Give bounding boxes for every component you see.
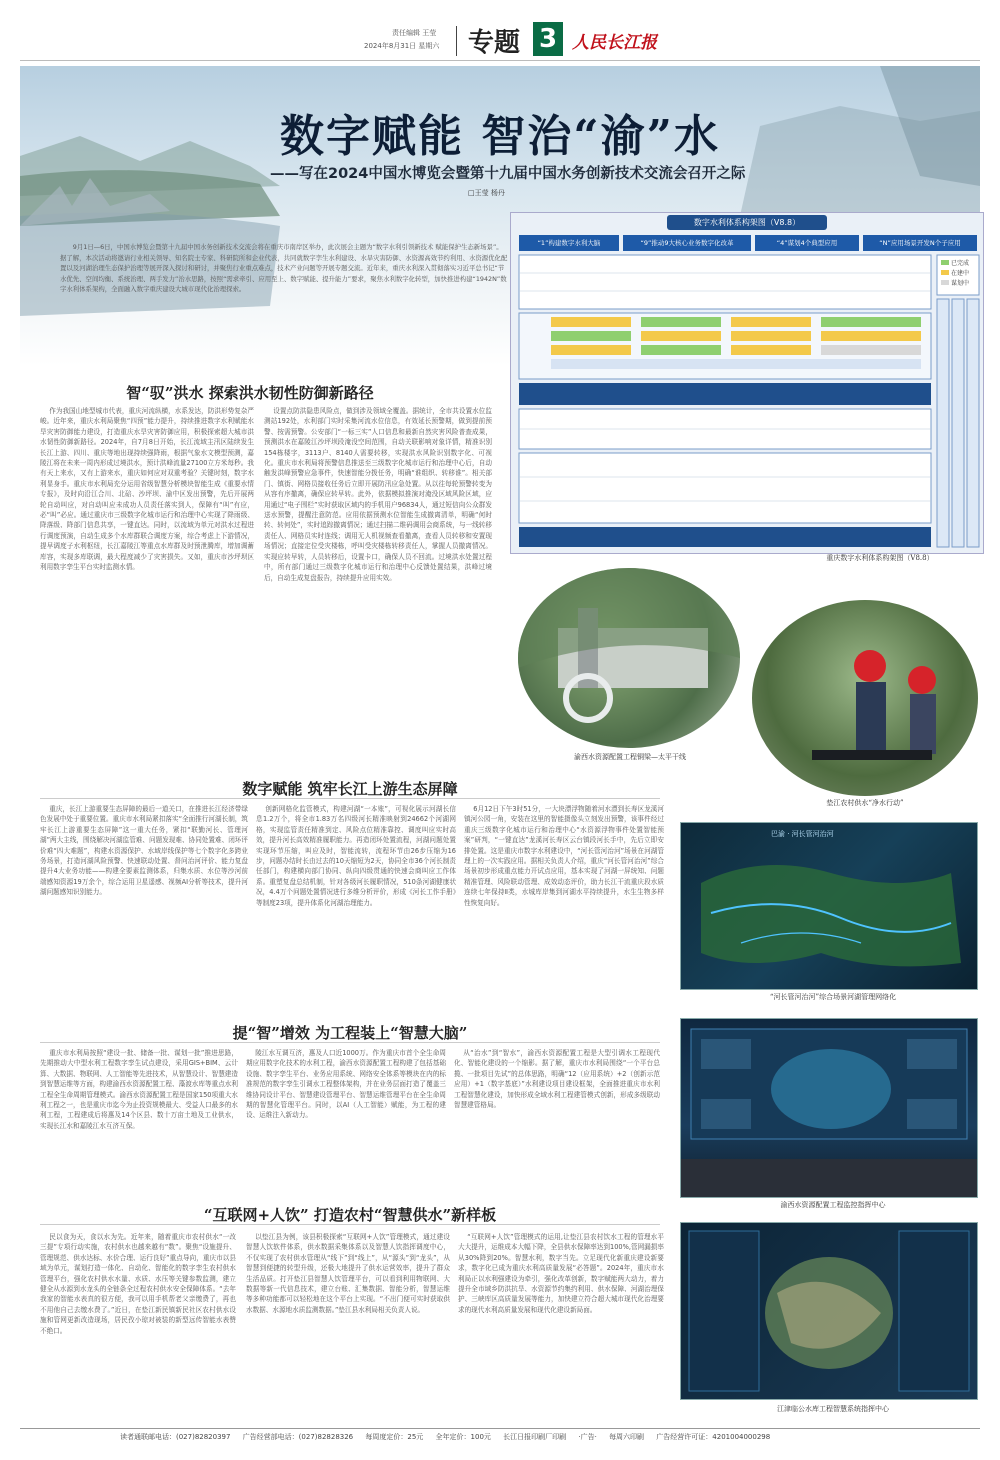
river-map-photo — [680, 822, 978, 990]
editor-line: 责任编辑 王莹 — [392, 29, 437, 37]
section-4-col-2 — [246, 1232, 450, 1422]
footer-price: 每周度定价：25元 — [365, 1433, 424, 1441]
section-3-text-2: 陵江水互调互济，惠及人口近1000万。作为重庆市首个全生命周期应用数字化技术的水利工程，渝西水资源配置工程构建了包括基础设施、数字孪生平台、业务应用系统、网络安全体系等模块在内的标准规范的数字孪生引调水工程整体架构，并在业务层面打造了覆盖三维协同设计平台、智慧建设管理平台、智慧运维管理平台在全生命周期的智慧化管理平台。同时，以AI（人工智能）赋能，为工程的建设、运维注入新动力。 — [246, 1049, 446, 1120]
section-4-text-3: “互联网+人饮”管理模式的运用,让垫江县农村饮水工程的管理水平大大提升，运维成本大幅下降，全县供水保障率达到100%,管网漏损率从30%降到20%。智慧水利，数字当先。立足现代化新重庆建设新要求，数字化已成为重庆水利高质量发展“必答题”。2024年，重庆市水利局正以水利强建设为牵引，强化改革创新，数字赋能两大动力，着力提升全市域乡防洪抗旱、水资源节约集约利用、供水保障、河湖治理保护、三峡库区高质量发展等能力，加快建立符合超大城市现代化治理要求的现代水利高质量发展和现代化建设新局面。 — [458, 1233, 664, 1314]
byline: □王莹 杨丹 — [468, 189, 505, 197]
intro-text: 9月1日—6日，中国水博览会暨第十九届中国水务创新技术交流会将在重庆市南岸区举办，此次展会主题为“数字水利引领新技术 赋能保护生态新场景”。据了解，本次活动将邀请行业相关领导、知名院士专家、科研院所和企业代表，共同就数字孪生水利建设、水旱灾害防御、水资源高效节约利用、水资源优化配置以及河湖治理生态保护治理等展开深入探讨和研讨，并聚焦行业重点难点，技术产业问题等开展专题交流。近年来，重庆水利深入贯彻落实习近平总书记“节水优先、空间均衡、系统治理、两手发力”治水思路，按照“需求牵引、应用至上、数字赋能、提升能力”要求，聚焦水利数字化转型，加快推进构建“1942N”数字水利体系架构，全面融入数字重庆建设大城市现代化治理探索。 — [60, 243, 508, 294]
page-number: 3 — [533, 22, 563, 56]
masthead-rule — [20, 60, 980, 61]
footer-rule — [20, 1428, 980, 1429]
map-caption: “河长管河治河”综合场景河湖管理网络化 — [769, 993, 897, 1001]
section-3-col-3 — [454, 1048, 660, 1182]
photo-2-caption: 垫江农村供水“净水行动” — [826, 799, 904, 807]
section-2-col-1 — [40, 804, 248, 1018]
section-3-col-2 — [246, 1048, 446, 1182]
legend-planned: 谋划中 — [951, 280, 970, 287]
photo-2-scene — [752, 600, 978, 796]
section-3-col-1 — [40, 1048, 238, 1182]
footer-weekly: 每周六印刷 — [609, 1433, 645, 1441]
section-name: 专题 — [468, 28, 521, 58]
section-2-text-3: 6月12日下午3时51分，一大块漂浮物随着河水漂到长寿区龙溪河镇河公园一角，安装在这里的智能摄像头立刻发出预警，该事件经过重庆三级数字化城市运行和治理中心“水资源浮物事件处置智能预案”研判，“一键直达”龙溪河长寿区云台镇段河长手中，先后立即安排处置。这是重庆市数字水利建设中，“河长管河治河”场景在河湖管理上的一次实践应用。据相关负责人介绍，重庆“河长管河治河”综合场景初步形成重点能力开试点应用，基本实现了河湖一屏统知、问题精准管理、风险联动管理、成效动态评价，助力长江干流重庆段水质连续七年保持Ⅱ类，水城库岸集到河湖水平持续提升，水生生物多样性恢复向好。 — [464, 805, 664, 907]
section-4-col-3 — [458, 1232, 664, 1422]
masthead — [0, 0, 1000, 66]
legend-building: 在建中 — [951, 270, 970, 277]
section-3-rule — [40, 1042, 660, 1043]
diagram-title: 数字水利体系构架图（V8.8） — [667, 215, 827, 230]
photo-1 — [518, 568, 740, 748]
section-3-text-3: 从“治水”到“智水”，渝西水资源配置工程是大型引调水工程现代化、智能化建设的一个缩影。据了解，重庆市水利局围绕“一个平台总揽、一批项目先试”的总体思路，明确“12（应用系统）+2（创新示范应用）+1（数字基底）”水利建设项目建设框架，全面推进重庆市水利工程智慧化建设，加快形成全域水利工程建管模式创新，形成多级联动智慧建管格局。 — [454, 1049, 660, 1110]
dashboard-photo — [680, 1222, 978, 1400]
section-4-title: “互联网+人饮” 打造农村“智慧供水”新样板 — [203, 1206, 497, 1224]
section-2-col-3 — [464, 804, 664, 1018]
footer-ad: ·广告· — [578, 1433, 597, 1441]
masthead-divider — [456, 26, 457, 56]
section-2-title: 数字赋能 筑牢长江上游生态屏障 — [242, 780, 458, 798]
section-1-text-1: 作为我国山地型城市代表，重庆河流纵横，水系发达，防洪形势复杂严峻。近年来，重庆水利局聚焦“四预”能力提升，持续推进数字水利赋能水旱灾害防御能力建设，打造重庆水旱灾害防御应用，积极探索超大城市洪水韧性防御新路径。2024年，自7月8日开始，长江流域主汛区陆续发生长江上游、四川、重庆等地出现持续强降雨，根据气象水文模型预测，嘉陵江将在未来一周内形成过境洪水，预计洪峰流量27100立方米每秒。我有天上来水，又有上游来水，重庆如何应对双重考验？关键时刻，数字水利显身手。重庆市水利局充分运用省级智慧分析模块智能生成《重要水情专报》，及时向沿江合川、北碚、沙坪坝、渝中区发出预警，先后开展两轮自动叫应，对自动叫应未成功人员责任落实到人，保障有“叫”有应，必“叫”必应。通过重庆市三级数字化城市运行和治理中心实现了降雨级、降落级、降部门信息共享，一键直达。同时，以流域为单元对洪水过程进行调度预演，自动生成多个水库群联合调度方案，综合考虑上下游情况，提早调度子水利枢纽，长江嘉陵江等重点水库群及时预泄腾库，增加调蓄库容，实现多库联调，最大程度减少了灾害损失。又如，重庆市沙坪坝区利用数字孪生平台实时监测水情。 — [40, 407, 254, 572]
section-1-title: 智“驭”洪水 探索洪水韧性防御新路径 — [126, 384, 374, 402]
footer-annual: 全年定价：100元 — [435, 1433, 491, 1441]
diagram-tag-4: “N”应用场景开发N个子应用 — [863, 235, 977, 251]
map-shape — [681, 823, 977, 989]
architecture-diagram — [510, 212, 984, 554]
section-1-col-1 — [40, 406, 254, 756]
control-center-photo — [680, 1018, 978, 1198]
footer-license: 广告经营许可证：4201004000298 — [656, 1433, 771, 1441]
section-2-text-1: 重庆，长江上游重要生态屏障的最后一道关口，在推进长江经济带绿色发展中处于重要位置。重庆市水利局紧扣落实“全面推行河湖长制，筑牢长江上游重要生态屏障”这一重大任务，紧扣“联勤河长、管理河湖”两大主线，围绕解决河湖监管难、问题发现难、协同处置难、闭环评价难“四大难题”，构建水资源保护、水域岸线保护等七个数字化多跨业务场景，打造河湖风险预警、快速联动处置、督问治河评价、能力复盘提升4大业务功能——构建全要素监测体系，归集水质、水位等沙河前端感知资源19万余个，综合运用卫星遥感、视频AI分析等技术，提升河湖问题感知识别能力。 — [40, 805, 248, 897]
section-2-text-2: 创新网格化监管模式，构建河湖“一本账”，可视化展示河湖长信息1.2万个，将全市1.83万名四级河长精准映射到24662个河湖网格，实现监管责任精准到定、风险点位精准靠控、调度叫应实时高效，提升河长高效精准履职能力。再造闭环处置流程，河湖问题处置实现环节压缩，叫应及时，智能流转，流程环节由26步压缩为16步，问题办结时长由过去的10天缩短为2天，协同全市36个河长制责任部门，构建横向部门协同、纵向四级贯通的快速会商叫应工作体系。重塑复盘总结机制，针对各级河长履职情况，510条河湖健康状况，4.4万个问题处置情况进行多维分析评价，形成《河长工作手册》等制度23项，提升体系化河湖治理能力。 — [256, 805, 456, 907]
map-title: 巴渝 · 河长管河治河 — [771, 830, 834, 838]
photo-1-scene — [518, 568, 740, 748]
paper-logo: 人民长江报 — [572, 33, 657, 53]
section-3-title: 提“智”增效 为工程装上“智慧大脑” — [232, 1024, 468, 1042]
section-3-text-1: 重庆市水利局按照“建设一批、储备一批、谋划一批”推进思路，先期推动大中型水利工程数字孪生试点建设，采用GIS+BIM、云计算、大数据、物联网、人工智能等先进技术，从智慧设计、智慧建造到智慧运维等方面，构建渝西水资源配置工程、藻渡水库等重点水利工程全生命周期管理模式。渝西水资源配置工程是国家150项重大水利工程之一，也是重庆市迄今为止投资规模最大、受益人口最多的水利工程，工程建成后将惠及14个区县、数十万亩土地及工业供水，实现长江水和嘉陵江水互济互保。 — [40, 1049, 238, 1130]
diagram-tag-1: “1”构建数字水利大脑 — [519, 235, 619, 251]
diagram-grid — [511, 213, 983, 553]
section-1-text-2: 设置点防洪隐患风险点，做到涉及领域全覆盖。据统计，全市共设置水位监测站192处，水利部门实时采集河流水位信息，有效延长预警期，做到提前预警、按需预警。公安部门“一标三实”人口信息和最新自然灾害风险普查成果，预测洪水在嘉陵江沙坪坝段淹没空间范围，自动关联影响对象详情，精准识别154栋楼字，3113户、8140人需要转移，实现洪水风险识别数字化、可视化。重庆市水利局将预警信息推送至三级数字化城市运行和治理中心后，自动触发洪峰预警应急事件，快速智能分拨任务，明确“谁组织、转移谁”。相关部门、镇街、网格员接收任务后立即开展防汛应急处置。从以往每轮预警转变为从容有序撤离，确保应转早转。此外，依据模拟推演对淹没区域风险区域，应用通过“电子围栏”实时获取区域内的手机用户96834人，通过短信向公众群发送水预警，提醒注意防范。应用依据预测水位智能生成撤离清单，明确“何时转、转何处”，实时追踪撤离情况；通过扫描二维码调用会商系统，与一线转移责任人、网格员实时连线；调用无人机视频查看撤离，查看人员转移和安置现场情况；直接定位受灾楼栋，呼叫受灾楼栋转移责任人，掌握人员撤离情况。实现应转早转，人员转移后，设置卡口，确保人员不回流。过境洪水处置过程中，所有部门通过三级数字化城市运行和治理中心反馈处置结果，洪峰过境后，自动生成复盘报告，持续提升应用实效。 — [264, 407, 492, 582]
section-4-text-2: 以垫江县为例，该县积极探索“互联网+人饮”管理模式，通过建设智慧人饮软件体系，供水数据采集体系以及智慧人饮指挥调度中心，不仅实现了农村供水管理从“线下”到“线上”，从“源头”到“龙头”，从智慧到便捷的转型升级，还极大地提升了供水运营效率，提升了群众生活品质。打开垫江县智慧人饮管理平台，可以看到利用物联网、大数据等新一代信息技术，建立台账、汇集数据、智能分析，智慧运维等多种功能都可以轻松地在这个平台上实现。“不出门便可实时获取供水数据、水源地水质监测数据。”垫江县水利局相关负责人说。 — [246, 1233, 450, 1314]
section-2-rule — [40, 798, 660, 799]
dashboard-scene — [681, 1223, 977, 1399]
headline-subtitle: ——写在2024中国水博览会暨第十九届中国水务创新技术交流会召开之际 — [270, 166, 746, 182]
section-1-col-2 — [264, 406, 492, 756]
control-center-caption: 渝西水资源配置工程监控指挥中心 — [780, 1201, 886, 1209]
diagram-tag-3: “4”谋划4个典型应用 — [755, 235, 859, 251]
footer-hotline: 读者通联邮电话：(027)82820397 — [120, 1433, 231, 1441]
dashboard-caption: 江津临公水库工程智慧系统指挥中心 — [777, 1405, 889, 1413]
photo-1-caption: 渝西水资源配置工程铜梁—太平干线 — [574, 753, 686, 761]
footer-ad-phone: 广告经营部电话：(027)82828326 — [242, 1433, 354, 1441]
section-2-col-2 — [256, 804, 456, 1018]
legend-done: 已完成 — [951, 260, 970, 267]
date-line: 2024年8月31日 星期六 — [364, 42, 440, 50]
diagram-tag-2: “9”推动9大核心业务数字化改革 — [623, 235, 751, 251]
footer — [120, 1432, 980, 1446]
headline-title: 数字赋能 智治“渝”水 — [280, 111, 720, 162]
section-4-rule — [40, 1224, 660, 1225]
photo-2 — [752, 600, 978, 796]
section-4-col-1 — [40, 1232, 236, 1422]
section-4-text-1: 民以食为天，食以水为先。近年来，随着重庆市农村供水“一改三提”专项行动实施，农村供水也越来越有“数”。聚焦“设施提升、管理规范、供水达标、水价合理、运行良好”重点导向，重庆市以县域为单元，谋划打造一体化、自动化、智能化的数字孪生农村供水管理平台，强化农村供水水量、水质、水压等关键参数监测，建立健全从水源到水龙头的全链条全过程农村供水安全保障体系。“去年我家的智能水表真的很方便，我可以用手机帮老父亲缴费了，再也不用他自己去缴水费了。”近日，在垫江新民镇新民社区农村供水设施和管网更新改造现场，居民孜小琼对被装的新型远传智能水表赞不绝口。 — [40, 1233, 236, 1335]
footer-printer: 长江日报印刷厂印刷 — [503, 1433, 567, 1441]
diagram-caption: 重庆数字水利体系构架图（V8.8） — [826, 554, 934, 562]
control-center-scene — [681, 1019, 977, 1197]
